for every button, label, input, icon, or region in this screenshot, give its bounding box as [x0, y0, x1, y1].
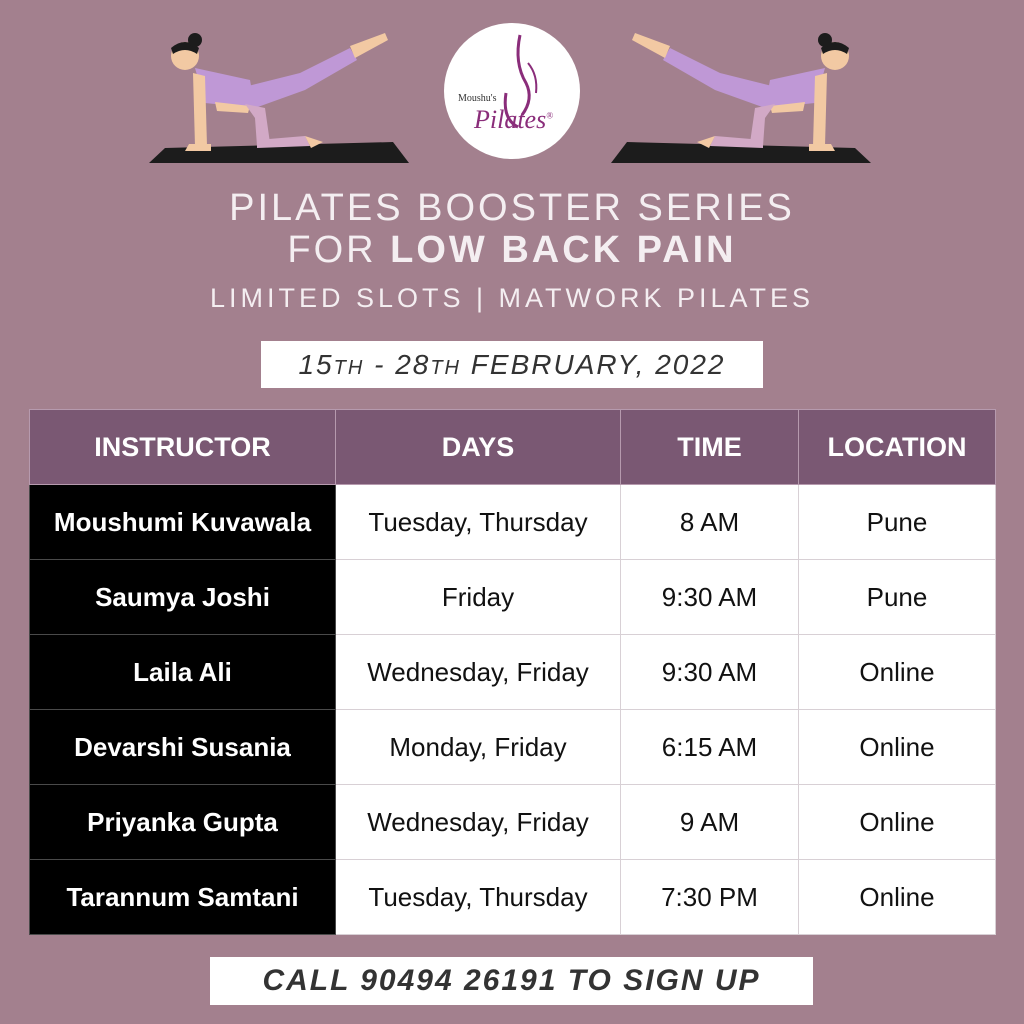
headline-line-1: PILATES BOOSTER SERIES: [229, 187, 795, 229]
instructor-cell: Priyanka Gupta: [30, 785, 336, 860]
location-cell: Online: [799, 785, 996, 860]
instructor-cell: Laila Ali: [30, 635, 336, 710]
days-cell: Wednesday, Friday: [336, 785, 621, 860]
pilates-logo-icon: [444, 23, 580, 159]
table-row: [30, 635, 996, 710]
headline-line-2-bold: LOW BACK PAIN: [390, 229, 737, 271]
location-cell: Online: [799, 860, 996, 935]
days-cell: Wednesday, Friday: [336, 635, 621, 710]
date-month-year: FEBRUARY, 2022: [461, 349, 726, 380]
headline-subtitle: LIMITED SLOTS | MATWORK PILATES: [209, 283, 815, 313]
date-separator: -: [364, 349, 396, 380]
days-cell: Tuesday, Thursday: [336, 485, 621, 560]
date-end-suffix: TH: [430, 357, 462, 379]
column-header-instructor: INSTRUCTOR: [30, 410, 336, 485]
table-row: [30, 860, 996, 935]
date-range-banner: [261, 341, 763, 388]
days-cell: Monday, Friday: [336, 710, 621, 785]
time-cell: 9:30 AM: [621, 635, 799, 710]
table-header-row: [30, 410, 996, 485]
call-to-sign-up-banner[interactable]: CALL 90494 26191 TO SIGN UP: [210, 957, 813, 1005]
time-cell: 8 AM: [621, 485, 799, 560]
time-cell: 6:15 AM: [621, 710, 799, 785]
date-end-number: 28: [395, 349, 431, 380]
days-cell: Tuesday, Thursday: [336, 860, 621, 935]
location-cell: Pune: [799, 485, 996, 560]
pilates-logo: [444, 23, 580, 159]
schedule-table: [29, 409, 996, 935]
headline-line-2-prefix: FOR: [287, 229, 377, 271]
instructor-cell: Devarshi Susania: [30, 710, 336, 785]
days-cell: Friday: [336, 560, 621, 635]
location-cell: Pune: [799, 560, 996, 635]
time-cell: 9 AM: [621, 785, 799, 860]
table-row: [30, 485, 996, 560]
logo-small-text: Moushu's: [458, 93, 497, 104]
table-row: [30, 710, 996, 785]
time-cell: 7:30 PM: [621, 860, 799, 935]
column-header-time: TIME: [621, 410, 799, 485]
logo-registered-mark: ®: [546, 110, 554, 121]
instructor-cell: Saumya Joshi: [30, 560, 336, 635]
logo-big-text: Pilates: [474, 105, 547, 134]
table-row: [30, 785, 996, 860]
instructor-cell: Tarannum Samtani: [30, 860, 336, 935]
location-cell: Online: [799, 635, 996, 710]
column-header-days: DAYS: [336, 410, 621, 485]
instructor-cell: Moushumi Kuvawala: [30, 485, 336, 560]
time-cell: 9:30 AM: [621, 560, 799, 635]
table-row: [30, 560, 996, 635]
pilates-figure-left-illustration: [145, 18, 415, 168]
date-start-number: 15: [298, 349, 334, 380]
pilates-figure-right-illustration: [605, 18, 875, 168]
date-start-suffix: TH: [333, 357, 365, 379]
column-header-location: LOCATION: [799, 410, 996, 485]
headline-line-2: [0, 229, 1024, 272]
location-cell: Online: [799, 710, 996, 785]
